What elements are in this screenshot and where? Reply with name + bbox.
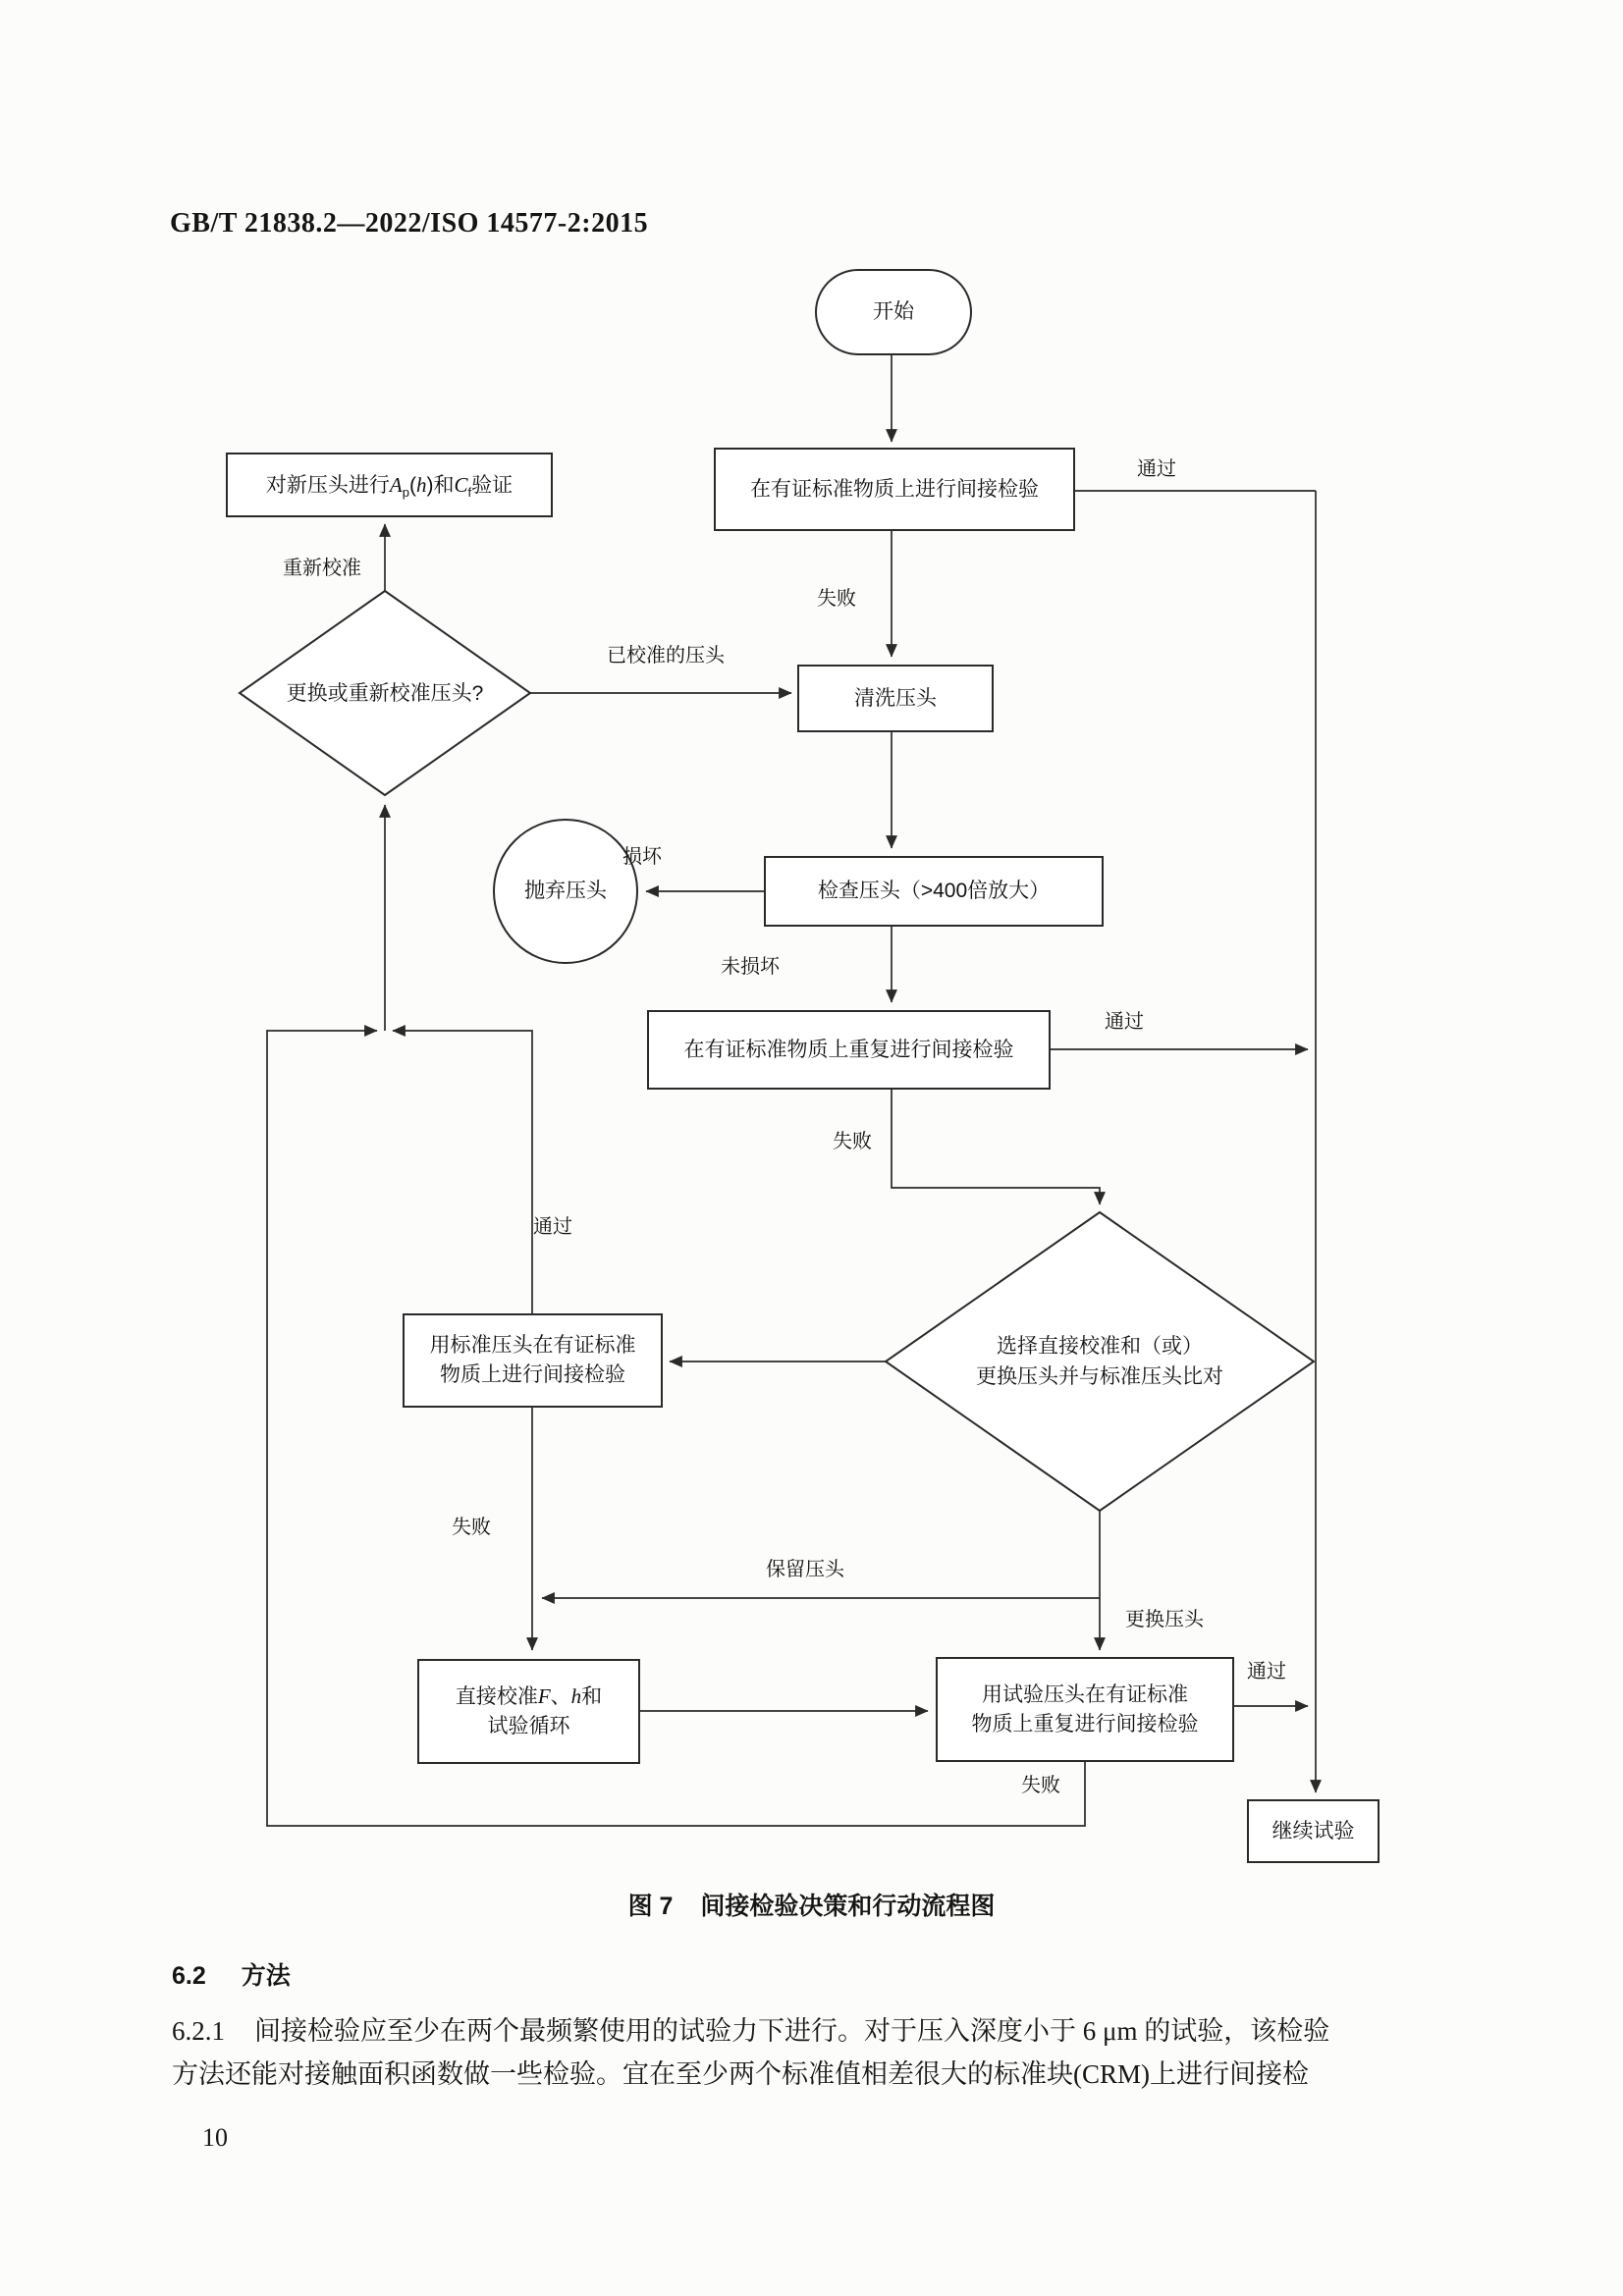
document-header: GB/T 21838.2—2022/ISO 14577-2:2015 — [170, 208, 649, 239]
node-repeat-indirect-check: 在有证标准物质上重复进行间接检验 — [647, 1010, 1051, 1090]
figure-caption-number: 图 7 — [627, 1893, 674, 1920]
node-reference-indenter-check — [403, 1313, 663, 1408]
section-heading-title: 方法 — [241, 1962, 291, 1990]
clause-text-line1: 间接检验应至少在两个最频繁使用的试验力下进行。对于压入深度小于 6 μm 的试验，该检验 — [254, 2016, 1330, 2046]
node-indirect-check-crm: 在有证标准物质上进行间接检验 — [714, 448, 1075, 531]
node-label: 用标准压头在有证标准 物质上进行间接检验 — [429, 1334, 636, 1386]
node-label: 直接校准F、h和 试验循环 — [455, 1684, 603, 1737]
edge-label-fail-test: 失败 — [1021, 1775, 1060, 1796]
edge-label-fail-top: 失败 — [817, 588, 856, 610]
section-heading-number: 6.2 — [172, 1962, 206, 1990]
edge-label-damaged: 损坏 — [622, 846, 662, 868]
node-continue-test: 继续试验 — [1247, 1799, 1380, 1863]
clause-paragraph-line1 — [172, 2014, 1478, 2048]
figure-caption-title: 间接检验决策和行动流程图 — [700, 1893, 996, 1920]
node-start: 开始 — [815, 269, 972, 355]
node-label: 对新压头进行$A_p(h)$和$C_f$验证 — [265, 472, 514, 500]
edge-label-pass-reference: 通过 — [533, 1216, 572, 1238]
node-direct-calibration — [417, 1659, 640, 1764]
clause-text-line2: 方法还能对接触面积函数做一些检验。宜在至少两个标准值相差很大的标准块(CRM)上进行间接检 — [172, 2059, 1310, 2089]
edge-label-fail-reference: 失败 — [452, 1517, 491, 1538]
node-inspect-indenter: 检查压头（>400倍放大） — [764, 856, 1104, 927]
edge-label-fail-repeat: 失败 — [833, 1131, 872, 1152]
node-clean-indenter: 清洗压头 — [797, 665, 994, 732]
node-label: 选择直接校准和（或） 更换压头并与标准压头比对 — [976, 1335, 1223, 1388]
page-number: 10 — [202, 2123, 228, 2152]
section-heading — [172, 1956, 291, 1992]
node-select-direct-calibration-label — [886, 1331, 1314, 1392]
edge-label-calibrated: 已校准的压头 — [607, 645, 725, 667]
edge-label-pass-repeat: 通过 — [1105, 1011, 1144, 1033]
figure-caption — [0, 1887, 1623, 1922]
clause-number: 6.2.1 — [172, 2016, 225, 2046]
edge-label-undamaged: 未损坏 — [721, 956, 780, 978]
edge-label-pass-test: 通过 — [1247, 1661, 1286, 1682]
node-new-indenter-verification — [226, 453, 553, 517]
edge-label-recalibrate: 重新校准 — [283, 558, 361, 579]
node-discard-indenter: 抛弃压头 — [493, 819, 638, 964]
edge-label-pass-top: 通过 — [1137, 458, 1176, 480]
node-test-indenter-repeat-check — [936, 1657, 1234, 1762]
flowchart-edges — [267, 355, 1316, 1826]
node-replace-or-recalibrate-label: 更换或重新校准压头? — [286, 681, 484, 705]
edge-label-replace-indenter: 更换压头 — [1125, 1609, 1204, 1630]
edge-label-keep-indenter: 保留压头 — [766, 1559, 844, 1580]
node-label: 用试验压头在有证标准 物质上重复进行间接检验 — [971, 1682, 1199, 1735]
clause-paragraph-line2 — [172, 2057, 1478, 2091]
